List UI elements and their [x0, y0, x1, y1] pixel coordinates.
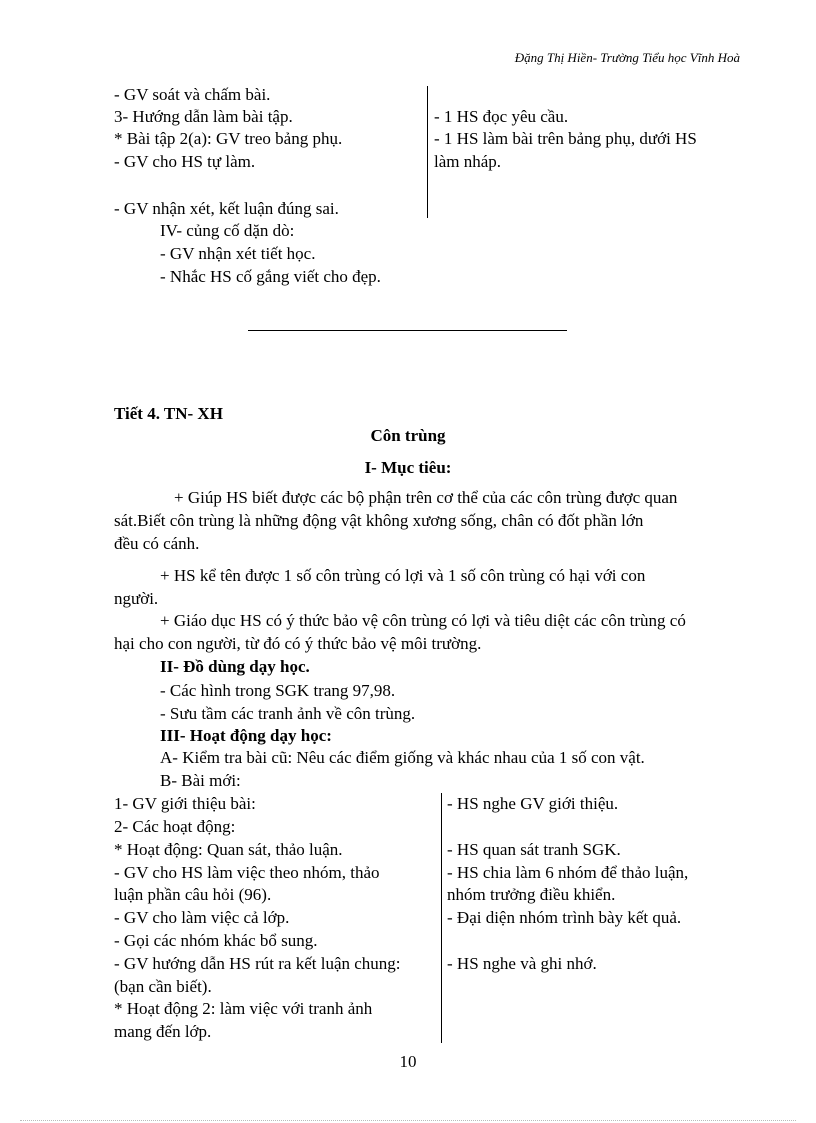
page-header-author: Đặng Thị Hiền- Trường Tiểu học Vĩnh Hoà — [514, 50, 740, 65]
objective-line: + HS kể tên được 1 số côn trùng có lợi và 1 số côn trùng có hại với con — [160, 566, 646, 585]
teacher-activity-line: 1- GV giới thiệu bài: — [114, 794, 256, 813]
top-right-line: - 1 HS làm bài trên bảng phụ, dưới HS — [434, 129, 697, 148]
teacher-activity-line: mang đến lớp. — [114, 1022, 212, 1041]
student-activity-line: - Đại diện nhóm trình bày kết quả. — [447, 908, 682, 927]
objective-line: + Giúp HS biết được các bộ phận trên cơ thể của các côn trùng được quan — [174, 488, 678, 507]
teacher-activity-line: * Hoạt động 2: làm việc với tranh ảnh — [114, 999, 373, 1018]
materials-heading: II- Đồ dùng dạy học. — [160, 657, 310, 676]
consolidation-item: - Nhắc HS cố gắng viết cho đẹp. — [160, 267, 381, 286]
top-right-line: làm nháp. — [434, 152, 502, 171]
student-activity-line: - HS nghe và ghi nhớ. — [447, 954, 597, 973]
teacher-activity-line: - GV hướng dẫn HS rút ra kết luận chung: — [114, 954, 401, 973]
teacher-activity-line: (bạn cần biết). — [114, 977, 212, 996]
activities-table-divider — [441, 793, 442, 1043]
top-left-line: * Bài tập 2(a): GV treo bảng phụ. — [114, 129, 343, 148]
top-right-line: - 1 HS đọc yêu cầu. — [434, 107, 569, 126]
new-lesson-line: B- Bài mới: — [160, 771, 241, 790]
student-activity-line: - HS chia làm 6 nhóm để thảo luận, — [447, 863, 689, 882]
materials-item: - Các hình trong SGK trang 97,98. — [160, 681, 396, 700]
student-activity-line: - HS quan sát tranh SGK. — [447, 840, 621, 859]
top-table-divider — [427, 86, 428, 218]
top-left-line: - GV soát và chấm bài. — [114, 85, 271, 104]
consolidation-item: - GV nhận xét tiết học. — [160, 244, 316, 263]
objective-line: + Giáo dục HS có ý thức bảo vệ côn trùng có lợi và tiêu diệt các côn trùng có — [160, 611, 686, 630]
lesson-label: Tiết 4. TN- XH — [114, 404, 223, 423]
page-edge-line — [20, 1120, 796, 1121]
objectives-heading: I- Mục tiêu: — [364, 458, 452, 477]
materials-item: - Sưu tầm các tranh ảnh về côn trùng. — [160, 704, 416, 723]
student-activity-line: - HS nghe GV giới thiệu. — [447, 794, 619, 813]
teacher-activity-line: - GV cho HS làm việc theo nhóm, thảo — [114, 863, 380, 882]
consolidation-heading: IV- củng cố dặn dò: — [160, 221, 295, 240]
page-number: 10 — [399, 1052, 417, 1071]
teacher-activity-line: * Hoạt động: Quan sát, thảo luận. — [114, 840, 343, 859]
teacher-activity-line: - GV cho làm việc cả lớp. — [114, 908, 290, 927]
section-separator — [248, 330, 567, 331]
top-left-line: - GV nhận xét, kết luận đúng sai. — [114, 199, 339, 218]
student-activity-line: nhóm trưởng điều khiển. — [447, 885, 616, 904]
objective-line: người. — [114, 589, 159, 608]
objective-line: đều có cánh. — [114, 534, 200, 553]
teacher-activity-line: luận phần câu hỏi (96). — [114, 885, 272, 904]
objective-line: hại cho con người, từ đó có ý thức bảo vệ môi trường. — [114, 634, 482, 653]
activities-heading: III- Hoạt động dạy học: — [160, 726, 332, 745]
review-line: A- Kiểm tra bài cũ: Nêu các điểm giống và khác nhau của 1 số con vật. — [160, 748, 645, 767]
top-left-line: 3- Hướng dẫn làm bài tập. — [114, 107, 293, 126]
teacher-activity-line: - Gọi các nhóm khác bổ sung. — [114, 931, 318, 950]
top-left-line: - GV cho HS tự làm. — [114, 152, 256, 171]
teacher-activity-line: 2- Các hoạt động: — [114, 817, 236, 836]
objective-line: sát.Biết côn trùng là những động vật không xương sống, chân có đốt phần lớn — [114, 511, 644, 530]
lesson-title: Côn trùng — [370, 426, 446, 445]
